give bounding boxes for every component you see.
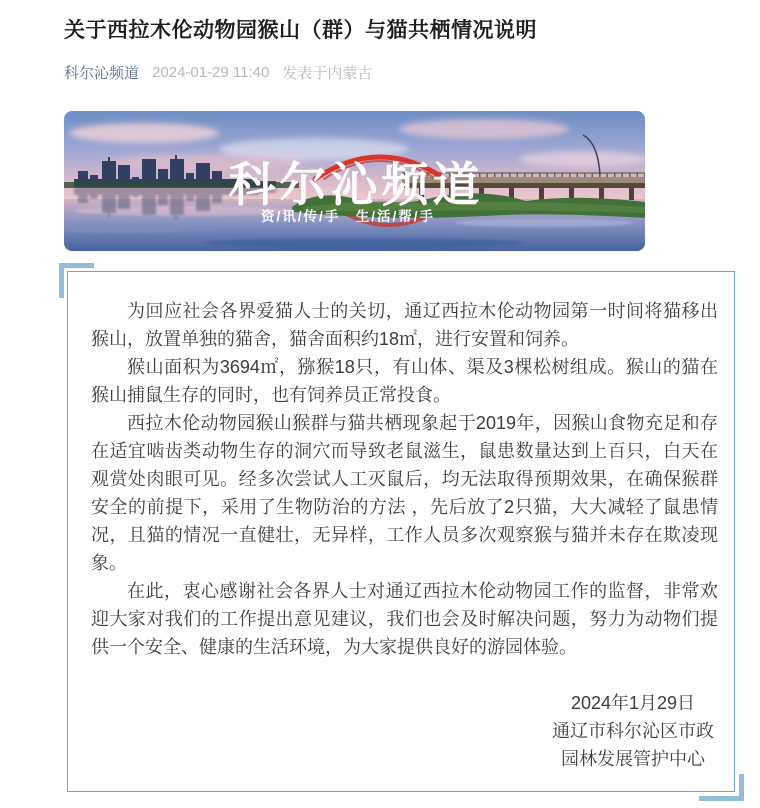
signature-org-line2: 园林发展管护中心 (561, 749, 705, 769)
signature-block (552, 689, 714, 773)
paragraph-1: 为回应社会各界爱猫人士的关切，通辽西拉木伦动物园第一时间将猫移出猴山，放置单独的猫舍，猫舍面积约18㎡，进行安置和饲养。 (91, 301, 718, 349)
publish-location: 发表于内蒙古 (282, 65, 373, 82)
notice-box-body (67, 271, 735, 792)
publish-datetime: 2024-01-29 11:40 (152, 64, 270, 81)
banner-art (64, 111, 645, 251)
signature-org-line1: 通辽市科尔沁区市政 (552, 721, 714, 741)
paragraph-2: 猴山面积为3694㎡，猕猴18只，有山体、渠及3棵松树组成。猴山的猫在猴山捕鼠生存的同时，也有饲养员正常投食。 (91, 357, 718, 405)
banner-image[interactable] (64, 111, 645, 251)
banner-title: 科尔沁频道 (228, 158, 484, 211)
corner-bracket-bottom-right (699, 774, 744, 801)
paragraph-4: 在此，衷心感谢社会各界人士对通辽西拉木伦动物园工作的监督，非常欢迎大家对我们的工作提出意见建议，我们也会及时解决问题，努力为动物们提供一个安全、健康的生活环境，为大家提供良好的游园体验。 (91, 581, 718, 657)
banner-subtitle: 资/讯/传/手 生/活/帮/手 (260, 209, 436, 224)
notice-box (67, 271, 735, 792)
byline (64, 62, 740, 83)
signature-date: 2024年1月29日 (570, 693, 696, 713)
paragraph-3: 西拉木伦动物园猴山猴群与猫共栖现象起于2019年，因猴山食物充足和存在适宜啮齿类动物生存的洞穴而导致老鼠滋生，鼠患数量达到上百只，白天在观赏处肉眼可见。经多次尝试人工灭鼠后，均无法取得预期效果，在确保猴群安全的前提下，采用了生物防治的方法 ，先后放了2只猫，大大减轻了鼠患情况，且猫的情况一直健壮，无异样，工作人员多次观察猴与猫并未存在欺凌现象。 (91, 413, 718, 573)
page-title: 关于西拉木伦动物园猴山（群）与猫共栖情况说明 (64, 19, 537, 42)
account-link[interactable]: 科尔沁频道 (64, 65, 140, 82)
corner-bracket-top-left (59, 263, 94, 298)
